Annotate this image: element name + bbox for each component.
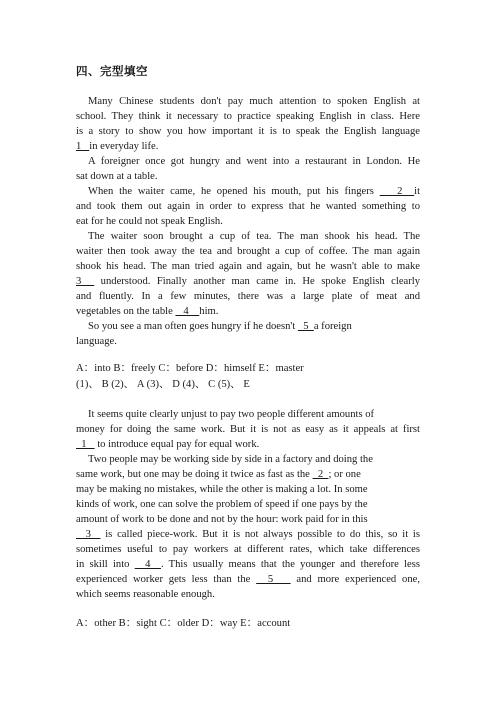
- blank-4: 4: [175, 306, 200, 317]
- text-line: kinds of work, one can solve the problem of speed if one pays by the: [76, 499, 368, 510]
- text-line: sometimes useful to pay workers at different rates, which take differences: [76, 544, 420, 555]
- text-line: eat for he could not speak English.: [76, 216, 223, 227]
- blank-5: 5: [297, 321, 314, 332]
- text-line: same work, but one may be doing it twice as fast as the 2 ; or one: [76, 469, 361, 480]
- text-line: which seems reasonable enough.: [76, 589, 215, 600]
- text-line: language.: [76, 336, 117, 347]
- text-line: When the waiter came, he opened his mouth, put his fingers 2 it: [88, 186, 421, 197]
- text-line: 3 understood. Finally another man came in. He spoke English clearly: [76, 276, 421, 287]
- text-line: school. They think it necessary to practice speaking English in class. Here: [76, 111, 420, 122]
- blank-2: 2: [379, 186, 415, 197]
- options-1: A：into B：freely C：before D：himself E：master: [76, 363, 304, 374]
- text-line: sat down at a table.: [76, 171, 158, 182]
- options-2: A：other B：sight C：older D：way E：account: [76, 618, 291, 629]
- text-line: may be making no mistakes, while the other is making a lot. In some: [76, 484, 368, 495]
- text-line: and fluently. In a few minutes, there was a large plate of meat and: [76, 291, 420, 302]
- text-line: 3 is called piece-work. But it is not always possible to do this, so it is: [76, 529, 420, 540]
- text-line: 1 to introduce equal pay for equal work.: [76, 439, 260, 450]
- section-heading: 四、完型填空: [76, 64, 148, 78]
- text-line: Two people may be working side by side in a factory and doing the: [88, 454, 373, 465]
- blank-1: 1: [76, 141, 90, 152]
- text-line: is a story to show you how important it is to speak the English language: [76, 126, 420, 137]
- text-line: waiter then took away the tea and brought a cup of coffee. The man again: [76, 246, 420, 257]
- text-line: So you see a man often goes hungry if he doesn't 5 a foreign: [88, 321, 352, 332]
- blank-4: 4: [134, 559, 161, 570]
- blank-1: 1: [76, 439, 95, 450]
- text-line: money for doing the same work. But it is not as easy as it appeals at first: [76, 424, 420, 435]
- text-line: in skill into 4 . This usually means that the younger and therefore less: [76, 559, 420, 570]
- text-line: vegetables on the table 4 him.: [76, 306, 219, 317]
- text-line: 1 in everyday life.: [76, 141, 159, 152]
- text-line: experienced worker gets less than the 5 and more experienced one,: [76, 574, 420, 585]
- blank-3: 3: [76, 276, 95, 287]
- blank-5: 5: [256, 574, 291, 585]
- text-line: The waiter soon brought a cup of tea. The man shook his head. The: [88, 231, 420, 242]
- text-line: It seems quite clearly unjust to pay two people different amounts of: [88, 409, 375, 420]
- blank-2: 2: [312, 469, 329, 480]
- text-line: and took them out again in order to express that he wanted something to: [76, 201, 420, 212]
- answers-1: (1)、 B (2)、 A (3)、 D (4)、 C (5)、 E: [76, 379, 250, 390]
- blank-3: 3: [76, 529, 101, 540]
- text-line: Many Chinese students don't pay much attention to spoken English at: [88, 96, 420, 107]
- text-line: amount of work to be done and not by the hour: work paid for in this: [76, 514, 368, 525]
- text-line: shook his head. The man tried again and again, but he wasn't able to make: [76, 261, 420, 272]
- text-line: A foreigner once got hungry and went into a restaurant in London. He: [88, 156, 420, 167]
